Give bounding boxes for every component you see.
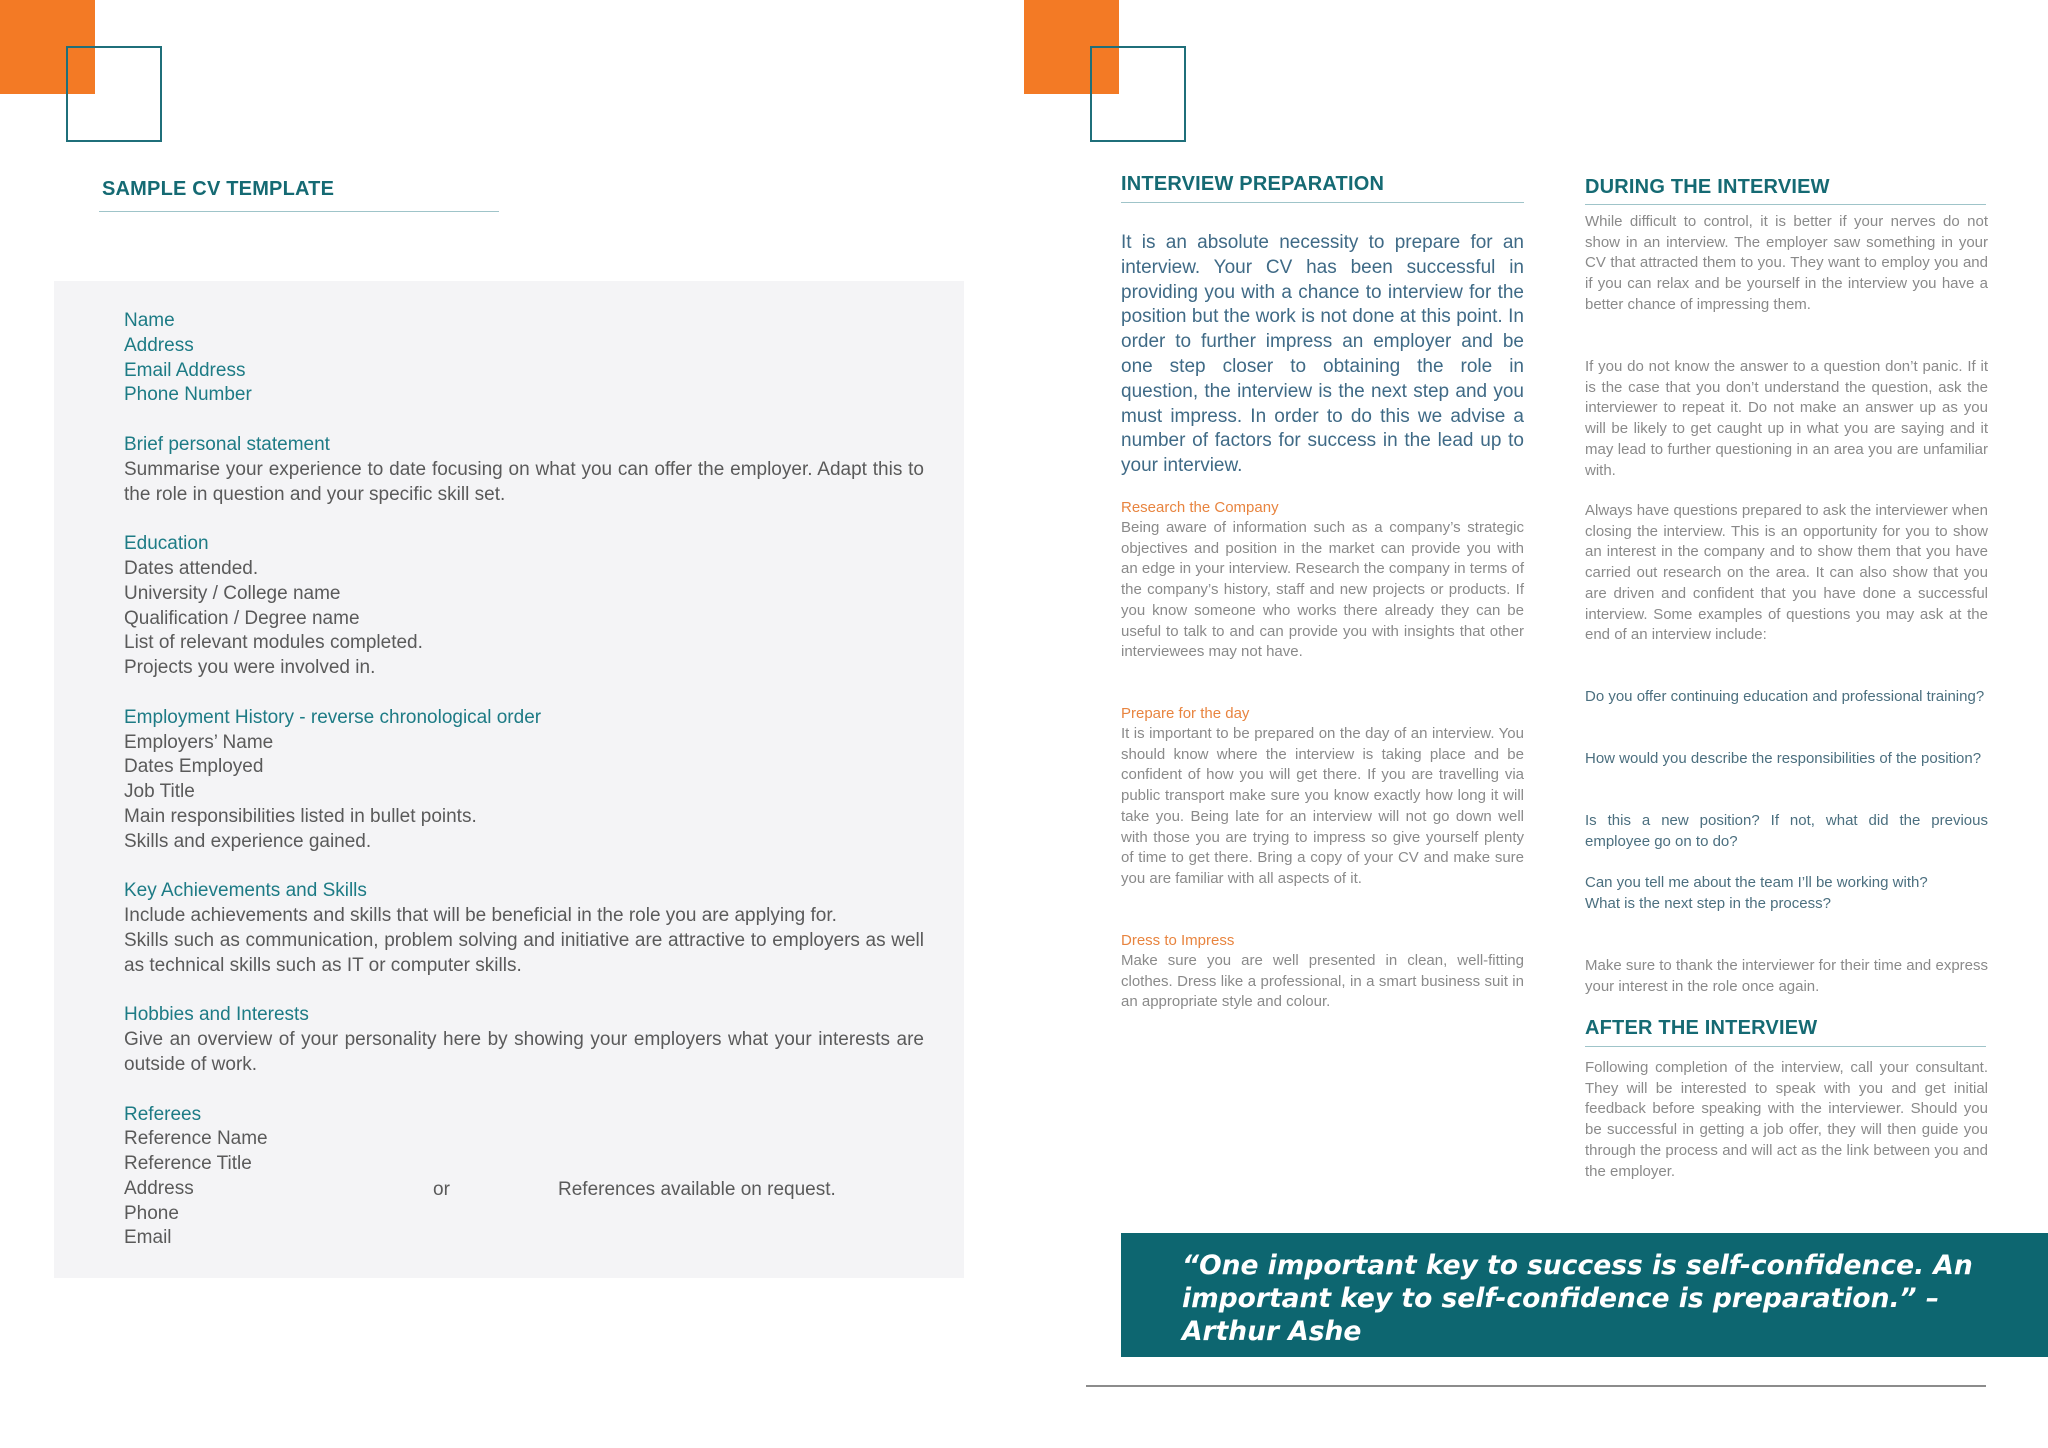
cv-referees-label: Referees	[124, 1103, 202, 1125]
cv-references-available: References available on request.	[558, 1179, 836, 1200]
example-question: What is the next step in the process?	[1585, 895, 1831, 912]
cv-referee-item: Reference Title	[124, 1153, 252, 1175]
cv-employment-item: Job Title	[124, 781, 195, 803]
cv-referee-item: Address	[124, 1177, 194, 1199]
cv-contact-phone: Phone Number	[124, 384, 252, 406]
cv-contact-address: Address	[124, 334, 194, 356]
cv-achievements-line: Skills such as communication, problem solving and initiative are attractive to employers as well as technical skills such as IT or computer skills.	[124, 929, 924, 976]
cv-title-rule	[99, 211, 499, 212]
footer-rule	[1086, 1385, 1986, 1387]
cv-employment-item: Skills and experience gained.	[124, 830, 372, 852]
cv-employment-item: Dates Employed	[124, 756, 264, 778]
cv-employment-item: Main responsibilities listed in bullet points.	[124, 805, 477, 827]
during-para-questions: Always have questions prepared to ask the interviewer when closing the interview. This is an opportunity for you to show an interest in the company and to show them that you have carried out research on the area. It can also show that you are driven and confident that you have done a successful interview. Some examples of questions you may ask at the end of an interview include:	[1585, 502, 1988, 644]
cv-contact-email: Email Address	[124, 359, 246, 381]
prep-heading-rule	[1121, 202, 1524, 203]
cv-statement-label: Brief personal statement	[124, 433, 330, 455]
during-para-nerves: While difficult to control, it is better if your nerves do not show in an interview. The employer saw something in your CV that attracted them to you. They want to employ you and if you can relax and be yourself in the interview you have a better chance of impressing them.	[1585, 213, 1988, 313]
example-question: Can you tell me about the team I’ll be working with?	[1585, 874, 1928, 891]
cv-template-content	[124, 309, 924, 1251]
prepare-day-subheading: Prepare for the day	[1121, 705, 1250, 722]
cv-referees-or: or	[433, 1179, 450, 1200]
interview-prep-intro: It is an absolute necessity to prepare for an interview. Your CV has been successful in providing you with a chance to interview for the position but the work is not done at this point. In order to further impress an employer and be one step closer to obtaining the role in question, the interview is the next step and you must impress. In order to do this we advise a number of factors for success in the lead up to your interview.	[1121, 232, 1524, 477]
research-company-text: Being aware of information such as a company’s strategic objectives and position in the market can provide you with an edge in your interview. Research the company in terms of the company’s history, staff and new projects or products. If you know someone who works there already they can be useful to talk to and can provide you with insights that other interviewees may not have.	[1121, 519, 1524, 661]
cv-education-item: University / College name	[124, 582, 341, 604]
cv-contact-name: Name	[124, 310, 175, 331]
during-heading-rule	[1585, 204, 1986, 205]
cv-hobbies-label: Hobbies and Interests	[124, 1004, 309, 1026]
during-closing-text: Make sure to thank the interviewer for their time and express your interest in the role once again.	[1585, 957, 1988, 995]
cv-education-item: List of relevant modules completed.	[124, 632, 423, 654]
example-question: How would you describe the responsibilities of the position?	[1585, 750, 1982, 767]
cv-education-item: Projects you were involved in.	[124, 657, 376, 679]
corner-teal-outline-left	[66, 46, 162, 142]
example-question: Is this a new position? If not, what did the previous employee go on to do?	[1585, 812, 1988, 850]
after-heading-rule	[1585, 1046, 1986, 1047]
during-para-unknown-answer: If you do not know the answer to a question don’t panic. If it is the case that you don’t understand the question, ask the interviewer to repeat it. Do not make an answer up as you will be likely to get caught up in what you are saying and it may lead to further questioning in an area you are unfamiliar with.	[1585, 358, 1988, 479]
research-company-subheading: Research the Company	[1121, 499, 1279, 516]
cv-hobbies-text: Give an overview of your personality here by showing your employers what your interests are outside of work.	[124, 1029, 924, 1075]
dress-impress-subheading: Dress to Impress	[1121, 932, 1235, 949]
dress-impress-text: Make sure you are well presented in clean, well-fitting clothes. Dress like a professional, in a smart business suit in an appropriate style and colour.	[1121, 952, 1524, 1011]
cv-achievements-line: Include achievements and skills that will be beneficial in the role you are applying for.	[124, 905, 837, 927]
after-interview-heading: AFTER THE INTERVIEW	[1585, 1017, 1818, 1039]
cv-education-item: Dates attended.	[124, 557, 259, 579]
interview-preparation-heading: INTERVIEW PREPARATION	[1121, 173, 1385, 195]
after-interview-text: Following completion of the interview, call your consultant. They will be interested to speak with you and get initial feedback before speaking with the interviewer. Should you be successful in getting a job offer, they will then guide you through the process and will act as the link between you and the employer.	[1585, 1059, 1988, 1180]
cv-employment-item: Employers’ Name	[124, 731, 274, 753]
cv-referee-item: Email	[124, 1227, 172, 1249]
example-question: Do you offer continuing education and professional training?	[1585, 688, 1985, 705]
arthur-ashe-quote: “One important key to success is self-confidence. An important key to self-confidence is preparation.” –Arthur Ashe	[1182, 1250, 1973, 1347]
cv-achievements-label: Key Achievements and Skills	[124, 880, 367, 902]
cv-statement-text: Summarise your experience to date focusing on what you can offer the employer. Adapt this to the role in question and your specific skill set.	[124, 458, 924, 505]
prepare-day-text: It is important to be prepared on the day of an interview. You should know where the interview is taking place and be confident of how you will get there. If you are travelling via public transport make sure you know exactly how long it will take you. Being late for an interview will not go down well with those you are trying to impress so give yourself plenty of time to get there. Bring a copy of your CV and make sure you are familiar with all aspects of it.	[1121, 725, 1524, 887]
cv-education-item: Qualification / Degree name	[124, 607, 360, 629]
cv-education-label: Education	[124, 533, 209, 555]
cv-template-title: SAMPLE CV TEMPLATE	[102, 178, 335, 200]
cv-referee-item: Phone	[124, 1202, 179, 1224]
during-interview-heading: DURING THE INTERVIEW	[1585, 176, 1830, 198]
cv-employment-label: Employment History - reverse chronological order	[124, 706, 542, 728]
cv-referee-item: Reference Name	[124, 1128, 268, 1150]
corner-teal-outline-right	[1090, 46, 1186, 142]
